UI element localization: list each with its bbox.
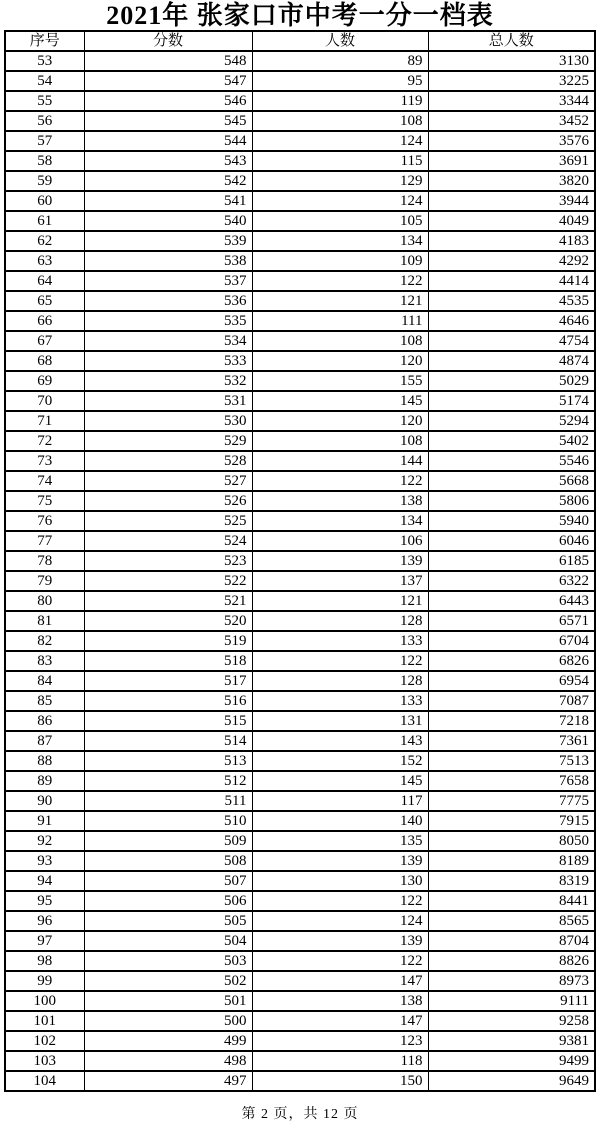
count-cell: 143 [252, 731, 428, 751]
serial-cell: 87 [5, 731, 84, 751]
serial-cell: 58 [5, 151, 84, 171]
cumulative-cell: 7915 [428, 811, 595, 831]
score-cell: 524 [84, 531, 252, 551]
table-row [5, 991, 595, 1011]
count-cell: 124 [252, 911, 428, 931]
score-cell: 525 [84, 511, 252, 531]
count-cell: 147 [252, 1011, 428, 1031]
serial-cell: 53 [5, 51, 84, 71]
count-cell: 139 [252, 551, 428, 571]
table-row [5, 231, 595, 251]
serial-cell: 56 [5, 111, 84, 131]
serial-cell: 93 [5, 851, 84, 871]
cumulative-cell: 8826 [428, 951, 595, 971]
cumulative-cell: 6046 [428, 531, 595, 551]
serial-cell: 62 [5, 231, 84, 251]
cumulative-cell: 3820 [428, 171, 595, 191]
table-row [5, 911, 595, 931]
table-row [5, 531, 595, 551]
count-cell: 152 [252, 751, 428, 771]
count-cell: 139 [252, 931, 428, 951]
count-cell: 106 [252, 531, 428, 551]
serial-cell: 103 [5, 1051, 84, 1071]
table-row [5, 791, 595, 811]
score-cell: 523 [84, 551, 252, 571]
cumulative-cell: 9499 [428, 1051, 595, 1071]
count-cell: 133 [252, 631, 428, 651]
count-cell: 95 [252, 71, 428, 91]
count-cell: 121 [252, 291, 428, 311]
count-cell: 108 [252, 431, 428, 451]
score-cell: 548 [84, 51, 252, 71]
count-cell: 121 [252, 591, 428, 611]
score-cell: 529 [84, 431, 252, 451]
count-cell: 120 [252, 411, 428, 431]
score-cell: 515 [84, 711, 252, 731]
serial-cell: 94 [5, 871, 84, 891]
table-row [5, 1071, 595, 1091]
serial-cell: 96 [5, 911, 84, 931]
cumulative-cell: 8704 [428, 931, 595, 951]
cumulative-cell: 8565 [428, 911, 595, 931]
count-cell: 137 [252, 571, 428, 591]
score-cell: 505 [84, 911, 252, 931]
cumulative-cell: 6954 [428, 671, 595, 691]
serial-cell: 95 [5, 891, 84, 911]
serial-cell: 90 [5, 791, 84, 811]
score-cell: 506 [84, 891, 252, 911]
cumulative-cell: 3944 [428, 191, 595, 211]
cumulative-cell: 4754 [428, 331, 595, 351]
count-cell: 134 [252, 231, 428, 251]
score-cell: 536 [84, 291, 252, 311]
table-row [5, 811, 595, 831]
serial-cell: 80 [5, 591, 84, 611]
page-title: 2021年 张家口市中考一分一档表 [106, 1, 494, 30]
serial-cell: 69 [5, 371, 84, 391]
table-row [5, 711, 595, 731]
score-cell: 499 [84, 1031, 252, 1051]
table-row [5, 831, 595, 851]
table-row [5, 511, 595, 531]
table-row [5, 71, 595, 91]
cumulative-cell: 9381 [428, 1031, 595, 1051]
table-row [5, 751, 595, 771]
count-cell: 118 [252, 1051, 428, 1071]
count-cell: 122 [252, 651, 428, 671]
serial-cell: 97 [5, 931, 84, 951]
serial-cell: 78 [5, 551, 84, 571]
cumulative-cell: 5940 [428, 511, 595, 531]
table-row [5, 611, 595, 631]
cumulative-cell: 4049 [428, 211, 595, 231]
score-cell: 528 [84, 451, 252, 471]
table-row [5, 731, 595, 751]
cumulative-cell: 7775 [428, 791, 595, 811]
cumulative-cell: 3691 [428, 151, 595, 171]
serial-cell: 104 [5, 1071, 84, 1091]
count-cell: 105 [252, 211, 428, 231]
score-cell: 540 [84, 211, 252, 231]
serial-cell: 70 [5, 391, 84, 411]
serial-cell: 98 [5, 951, 84, 971]
cumulative-cell: 8189 [428, 851, 595, 871]
score-cell: 535 [84, 311, 252, 331]
count-cell: 119 [252, 91, 428, 111]
table-row [5, 391, 595, 411]
table-row [5, 471, 595, 491]
count-cell: 122 [252, 951, 428, 971]
serial-cell: 72 [5, 431, 84, 451]
score-cell: 510 [84, 811, 252, 831]
serial-cell: 66 [5, 311, 84, 331]
cumulative-cell: 4292 [428, 251, 595, 271]
cumulative-cell: 6322 [428, 571, 595, 591]
score-cell: 532 [84, 371, 252, 391]
serial-cell: 84 [5, 671, 84, 691]
count-cell: 135 [252, 831, 428, 851]
score-cell: 547 [84, 71, 252, 91]
serial-cell: 54 [5, 71, 84, 91]
serial-cell: 67 [5, 331, 84, 351]
score-cell: 526 [84, 491, 252, 511]
cumulative-cell: 5806 [428, 491, 595, 511]
column-header-cumulative: 总人数 [428, 31, 595, 51]
count-cell: 124 [252, 131, 428, 151]
cumulative-cell: 4183 [428, 231, 595, 251]
count-cell: 111 [252, 311, 428, 331]
column-header-serial: 序号 [5, 31, 84, 51]
serial-cell: 92 [5, 831, 84, 851]
serial-cell: 83 [5, 651, 84, 671]
count-cell: 129 [252, 171, 428, 191]
cumulative-cell: 7361 [428, 731, 595, 751]
cumulative-cell: 5402 [428, 431, 595, 451]
cumulative-cell: 8441 [428, 891, 595, 911]
score-cell: 522 [84, 571, 252, 591]
count-cell: 89 [252, 51, 428, 71]
column-header-score: 分数 [84, 31, 252, 51]
cumulative-cell: 6185 [428, 551, 595, 571]
score-cell: 545 [84, 111, 252, 131]
table-body [5, 51, 595, 1091]
score-cell: 498 [84, 1051, 252, 1071]
count-cell: 122 [252, 891, 428, 911]
score-cell: 519 [84, 631, 252, 651]
count-cell: 145 [252, 771, 428, 791]
cumulative-cell: 3452 [428, 111, 595, 131]
cumulative-cell: 7087 [428, 691, 595, 711]
serial-cell: 55 [5, 91, 84, 111]
serial-cell: 60 [5, 191, 84, 211]
table-row [5, 431, 595, 451]
count-cell: 124 [252, 191, 428, 211]
score-cell: 512 [84, 771, 252, 791]
score-cell: 537 [84, 271, 252, 291]
count-cell: 155 [252, 371, 428, 391]
cumulative-cell: 7658 [428, 771, 595, 791]
count-cell: 109 [252, 251, 428, 271]
serial-cell: 82 [5, 631, 84, 651]
serial-cell: 76 [5, 511, 84, 531]
count-cell: 115 [252, 151, 428, 171]
serial-cell: 102 [5, 1031, 84, 1051]
score-cell: 533 [84, 351, 252, 371]
page-number-label: 第 2 页，共 12 页 [241, 1107, 359, 1122]
table-row [5, 571, 595, 591]
cumulative-cell: 4414 [428, 271, 595, 291]
header-row [5, 31, 595, 51]
table-row [5, 851, 595, 871]
cumulative-cell: 6443 [428, 591, 595, 611]
score-cell: 534 [84, 331, 252, 351]
cumulative-cell: 6571 [428, 611, 595, 631]
table-row [5, 871, 595, 891]
count-cell: 108 [252, 111, 428, 131]
cumulative-cell: 6704 [428, 631, 595, 651]
count-cell: 130 [252, 871, 428, 891]
serial-cell: 81 [5, 611, 84, 631]
table-row [5, 211, 595, 231]
score-cell: 546 [84, 91, 252, 111]
table-row [5, 1031, 595, 1051]
score-cell: 511 [84, 791, 252, 811]
table-header [5, 31, 595, 51]
table-row [5, 291, 595, 311]
cumulative-cell: 4535 [428, 291, 595, 311]
table-row [5, 451, 595, 471]
table-row [5, 651, 595, 671]
table-row [5, 671, 595, 691]
serial-cell: 63 [5, 251, 84, 271]
table-row [5, 631, 595, 651]
score-cell: 508 [84, 851, 252, 871]
score-cell: 502 [84, 971, 252, 991]
table-row [5, 151, 595, 171]
serial-cell: 59 [5, 171, 84, 191]
score-cell: 543 [84, 151, 252, 171]
cumulative-cell: 3576 [428, 131, 595, 151]
table-row [5, 91, 595, 111]
serial-cell: 68 [5, 351, 84, 371]
serial-cell: 89 [5, 771, 84, 791]
count-cell: 133 [252, 691, 428, 711]
serial-cell: 61 [5, 211, 84, 231]
score-cell: 509 [84, 831, 252, 851]
table-row [5, 131, 595, 151]
cumulative-cell: 3130 [428, 51, 595, 71]
cumulative-cell: 7513 [428, 751, 595, 771]
count-cell: 128 [252, 611, 428, 631]
score-cell: 544 [84, 131, 252, 151]
table-row [5, 311, 595, 331]
serial-cell: 64 [5, 271, 84, 291]
count-cell: 144 [252, 451, 428, 471]
serial-cell: 91 [5, 811, 84, 831]
score-cell: 530 [84, 411, 252, 431]
table-row [5, 551, 595, 571]
table-row [5, 891, 595, 911]
count-cell: 140 [252, 811, 428, 831]
table-row [5, 271, 595, 291]
score-cell: 514 [84, 731, 252, 751]
cumulative-cell: 5294 [428, 411, 595, 431]
cumulative-cell: 8319 [428, 871, 595, 891]
score-cell: 520 [84, 611, 252, 631]
count-cell: 117 [252, 791, 428, 811]
table-row [5, 1011, 595, 1031]
table-row [5, 491, 595, 511]
table-row [5, 371, 595, 391]
score-cell: 539 [84, 231, 252, 251]
score-cell: 501 [84, 991, 252, 1011]
serial-cell: 73 [5, 451, 84, 471]
cumulative-cell: 8973 [428, 971, 595, 991]
serial-cell: 79 [5, 571, 84, 591]
score-cell: 516 [84, 691, 252, 711]
column-header-count: 人数 [252, 31, 428, 51]
serial-cell: 57 [5, 131, 84, 151]
score-cell: 542 [84, 171, 252, 191]
count-cell: 145 [252, 391, 428, 411]
cumulative-cell: 9649 [428, 1071, 595, 1091]
count-cell: 138 [252, 491, 428, 511]
score-cell: 513 [84, 751, 252, 771]
score-cell: 538 [84, 251, 252, 271]
cumulative-cell: 5174 [428, 391, 595, 411]
table-row [5, 691, 595, 711]
score-cell: 541 [84, 191, 252, 211]
serial-cell: 74 [5, 471, 84, 491]
score-cell: 500 [84, 1011, 252, 1031]
table-row [5, 1051, 595, 1071]
cumulative-cell: 9258 [428, 1011, 595, 1031]
table-row [5, 411, 595, 431]
count-cell: 138 [252, 991, 428, 1011]
score-cell: 503 [84, 951, 252, 971]
cumulative-cell: 3225 [428, 71, 595, 91]
serial-cell: 101 [5, 1011, 84, 1031]
count-cell: 147 [252, 971, 428, 991]
cumulative-cell: 7218 [428, 711, 595, 731]
table-row [5, 351, 595, 371]
count-cell: 150 [252, 1071, 428, 1091]
score-cell: 517 [84, 671, 252, 691]
score-cell: 497 [84, 1071, 252, 1091]
count-cell: 122 [252, 471, 428, 491]
count-cell: 139 [252, 851, 428, 871]
count-cell: 123 [252, 1031, 428, 1051]
score-cell: 504 [84, 931, 252, 951]
table-row [5, 191, 595, 211]
serial-cell: 75 [5, 491, 84, 511]
count-cell: 128 [252, 671, 428, 691]
count-cell: 134 [252, 511, 428, 531]
cumulative-cell: 5546 [428, 451, 595, 471]
count-cell: 120 [252, 351, 428, 371]
score-cell: 531 [84, 391, 252, 411]
score-cell: 507 [84, 871, 252, 891]
count-cell: 108 [252, 331, 428, 351]
cumulative-cell: 4646 [428, 311, 595, 331]
table-row [5, 931, 595, 951]
table-row [5, 771, 595, 791]
table-row [5, 331, 595, 351]
serial-cell: 85 [5, 691, 84, 711]
table-row [5, 51, 595, 71]
table-row [5, 971, 595, 991]
serial-cell: 65 [5, 291, 84, 311]
cumulative-cell: 9111 [428, 991, 595, 1011]
table-row [5, 171, 595, 191]
score-cell: 521 [84, 591, 252, 611]
cumulative-cell: 4874 [428, 351, 595, 371]
cumulative-cell: 6826 [428, 651, 595, 671]
score-cell: 527 [84, 471, 252, 491]
cumulative-cell: 5029 [428, 371, 595, 391]
serial-cell: 88 [5, 751, 84, 771]
cumulative-cell: 3344 [428, 91, 595, 111]
table-row [5, 111, 595, 131]
cumulative-cell: 8050 [428, 831, 595, 851]
count-cell: 122 [252, 271, 428, 291]
table-row [5, 251, 595, 271]
cumulative-cell: 5668 [428, 471, 595, 491]
serial-cell: 71 [5, 411, 84, 431]
serial-cell: 99 [5, 971, 84, 991]
score-distribution-table [4, 30, 596, 1092]
count-cell: 131 [252, 711, 428, 731]
score-cell: 518 [84, 651, 252, 671]
table-row [5, 951, 595, 971]
serial-cell: 77 [5, 531, 84, 551]
serial-cell: 86 [5, 711, 84, 731]
serial-cell: 100 [5, 991, 84, 1011]
table-row [5, 591, 595, 611]
